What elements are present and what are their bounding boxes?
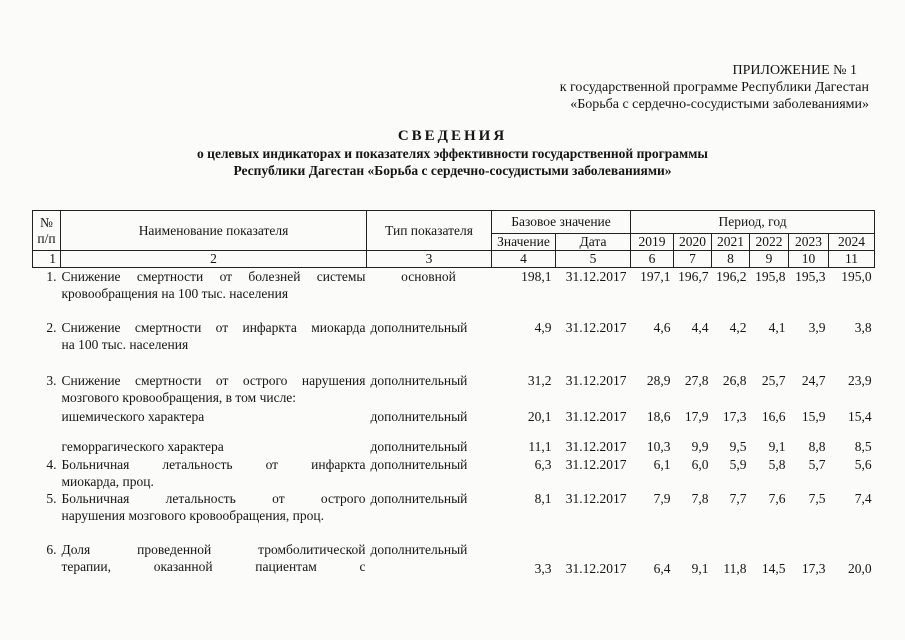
table-row bbox=[33, 372, 875, 408]
header-year: 2021 bbox=[712, 234, 750, 251]
header-num: № п/п bbox=[33, 211, 61, 251]
table-row bbox=[33, 438, 875, 456]
row-number: 2. bbox=[46, 319, 57, 335]
year-value: 26,8 bbox=[722, 372, 747, 388]
base-value: 198,1 bbox=[521, 269, 552, 284]
base-date: 31.12.2017 bbox=[565, 408, 627, 424]
row-number bbox=[33, 408, 61, 438]
year-value: 7,9 bbox=[653, 490, 671, 506]
header-base-value: Значение bbox=[492, 234, 556, 251]
indicators-table bbox=[32, 210, 875, 577]
year-value: 196,2 bbox=[716, 269, 747, 284]
year-value: 14,5 bbox=[761, 560, 786, 576]
year-value: 28,9 bbox=[646, 372, 671, 388]
header-year: 2024 bbox=[829, 234, 875, 251]
indicator-type: дополнительный bbox=[370, 490, 468, 506]
column-number: 11 bbox=[829, 251, 875, 268]
column-number-row bbox=[33, 251, 875, 268]
base-date: 31.12.2017 bbox=[565, 490, 627, 506]
indicator-type: основной bbox=[401, 269, 456, 284]
table-row bbox=[33, 456, 875, 490]
document-subtitle-2: Республики Дагестан «Борьба с сердечно-сосудистыми заболеваниями» bbox=[233, 163, 672, 178]
indicator-name: Снижение смертности от острого нарушения мозгового кровообращения, в том числе: bbox=[61, 372, 366, 405]
year-value: 18,6 bbox=[646, 408, 671, 424]
base-date: 31.12.2017 bbox=[565, 560, 627, 576]
year-value: 197,1 bbox=[640, 269, 671, 284]
year-value: 4,6 bbox=[653, 319, 671, 335]
year-value: 4,2 bbox=[729, 319, 747, 335]
year-value: 5,7 bbox=[808, 456, 826, 472]
header-type: Тип показателя bbox=[367, 211, 492, 251]
row-number: 6. bbox=[46, 541, 57, 557]
year-value: 6,1 bbox=[653, 456, 671, 472]
column-number: 4 bbox=[492, 251, 556, 268]
year-value: 196,7 bbox=[678, 269, 709, 284]
document-subtitle: о целевых индикаторах и показателях эффективности государственной программы bbox=[197, 146, 708, 161]
header-year: 2022 bbox=[750, 234, 789, 251]
appendix-block bbox=[560, 62, 869, 113]
indicator-name: ишемического характера bbox=[61, 408, 205, 424]
base-value: 20,1 bbox=[527, 408, 552, 424]
indicator-name: Снижение смертности от болезней системы кровообращения на 100 тыс. населения bbox=[61, 269, 366, 301]
year-value: 23,9 bbox=[847, 372, 872, 388]
appendix-program-line: к государственной программе Республики Дагестан bbox=[559, 80, 869, 95]
header-name: Наименование показателя bbox=[61, 211, 367, 251]
indicator-name: Больничная летальность от инфаркта миокарда, проц. bbox=[61, 456, 366, 489]
table-row bbox=[33, 490, 875, 541]
base-value: 31,2 bbox=[527, 372, 552, 388]
header-base: Базовое значение bbox=[492, 211, 631, 234]
year-value: 5,6 bbox=[854, 456, 872, 472]
indicator-type: дополнительный bbox=[370, 408, 468, 424]
year-value: 25,7 bbox=[761, 372, 786, 388]
indicator-type: дополнительный bbox=[370, 319, 468, 335]
header-year: 2019 bbox=[631, 234, 674, 251]
year-value: 4,1 bbox=[768, 319, 786, 335]
appendix-program-name: «Борьба с сердечно-сосудистыми заболеваниями» bbox=[570, 97, 869, 112]
row-number: 4. bbox=[46, 456, 57, 472]
year-value: 8,8 bbox=[808, 438, 826, 454]
year-value: 3,9 bbox=[808, 319, 826, 335]
year-value: 4,4 bbox=[691, 319, 709, 335]
year-value: 9,1 bbox=[691, 560, 709, 576]
header-year: 2020 bbox=[674, 234, 712, 251]
year-value: 15,9 bbox=[801, 408, 826, 424]
indicator-type: дополнительный bbox=[370, 438, 468, 454]
year-value: 17,3 bbox=[722, 408, 747, 424]
indicator-type: дополнительный bbox=[370, 456, 468, 472]
column-number: 6 bbox=[631, 251, 674, 268]
header-base-date: Дата bbox=[556, 234, 631, 251]
indicator-type: дополнительный bbox=[370, 372, 468, 388]
year-value: 9,9 bbox=[691, 438, 709, 454]
year-value: 17,9 bbox=[684, 408, 709, 424]
year-value: 5,8 bbox=[768, 456, 786, 472]
year-value: 7,8 bbox=[691, 490, 709, 506]
year-value: 5,9 bbox=[729, 456, 747, 472]
year-value: 195,3 bbox=[795, 269, 826, 284]
year-value: 27,8 bbox=[684, 372, 709, 388]
year-value: 6,0 bbox=[691, 456, 709, 472]
document-heading bbox=[0, 128, 905, 179]
column-number: 7 bbox=[674, 251, 712, 268]
column-number: 3 bbox=[367, 251, 492, 268]
year-value: 20,0 bbox=[847, 560, 872, 576]
year-value: 15,4 bbox=[847, 408, 872, 424]
year-value: 7,4 bbox=[854, 490, 872, 506]
base-value: 3,3 bbox=[534, 560, 552, 576]
indicator-name: Снижение смертности от инфаркта миокарда на 100 тыс. населения bbox=[61, 319, 366, 352]
header-year: 2023 bbox=[789, 234, 829, 251]
header-period: Период, год bbox=[631, 211, 875, 234]
indicator-name: Больничная летальность от острого нарушения мозгового кровообращения, проц. bbox=[61, 490, 366, 523]
year-value: 7,5 bbox=[808, 490, 826, 506]
base-date: 31.12.2017 bbox=[565, 456, 627, 472]
column-number: 2 bbox=[61, 251, 367, 268]
table-row bbox=[33, 268, 875, 319]
base-date: 31.12.2017 bbox=[565, 438, 627, 454]
base-value: 11,1 bbox=[528, 438, 552, 454]
column-number: 8 bbox=[712, 251, 750, 268]
indicator-name: Доля проведенной тромболитической терапии, оказанной пациентам с bbox=[61, 541, 366, 574]
base-value: 8,1 bbox=[534, 490, 552, 506]
year-value: 10,3 bbox=[646, 438, 671, 454]
year-value: 17,3 bbox=[801, 560, 826, 576]
table-row bbox=[33, 408, 875, 438]
year-value: 9,1 bbox=[768, 438, 786, 454]
table-row bbox=[33, 319, 875, 372]
column-number: 1 bbox=[33, 251, 61, 268]
year-value: 6,4 bbox=[653, 560, 671, 576]
column-number: 9 bbox=[750, 251, 789, 268]
year-value: 16,6 bbox=[761, 408, 786, 424]
year-value: 7,6 bbox=[768, 490, 786, 506]
indicator-type: дополнительный bbox=[370, 541, 468, 557]
year-value: 24,7 bbox=[801, 372, 826, 388]
base-date: 31.12.2017 bbox=[565, 319, 627, 335]
year-value: 9,5 bbox=[729, 438, 747, 454]
year-value: 195,8 bbox=[755, 269, 786, 284]
indicator-name: геморрагического характера bbox=[61, 438, 224, 454]
base-date: 31.12.2017 bbox=[565, 269, 627, 284]
row-number: 5. bbox=[46, 490, 57, 506]
year-value: 8,5 bbox=[854, 438, 872, 454]
base-value: 4,9 bbox=[534, 319, 552, 335]
year-value: 195,0 bbox=[841, 269, 872, 284]
row-number bbox=[33, 438, 61, 456]
table-row bbox=[33, 541, 875, 577]
year-value: 3,8 bbox=[854, 319, 872, 335]
document-title: СВЕДЕНИЯ bbox=[397, 128, 508, 144]
base-date: 31.12.2017 bbox=[565, 372, 627, 388]
column-number: 10 bbox=[789, 251, 829, 268]
year-value: 7,7 bbox=[729, 490, 747, 506]
column-number: 5 bbox=[556, 251, 631, 268]
appendix-title: ПРИЛОЖЕНИЕ № 1 bbox=[732, 63, 857, 78]
year-value: 11,8 bbox=[723, 560, 747, 576]
row-number: 3. bbox=[46, 372, 57, 388]
row-number: 1. bbox=[46, 269, 57, 284]
base-value: 6,3 bbox=[534, 456, 552, 472]
